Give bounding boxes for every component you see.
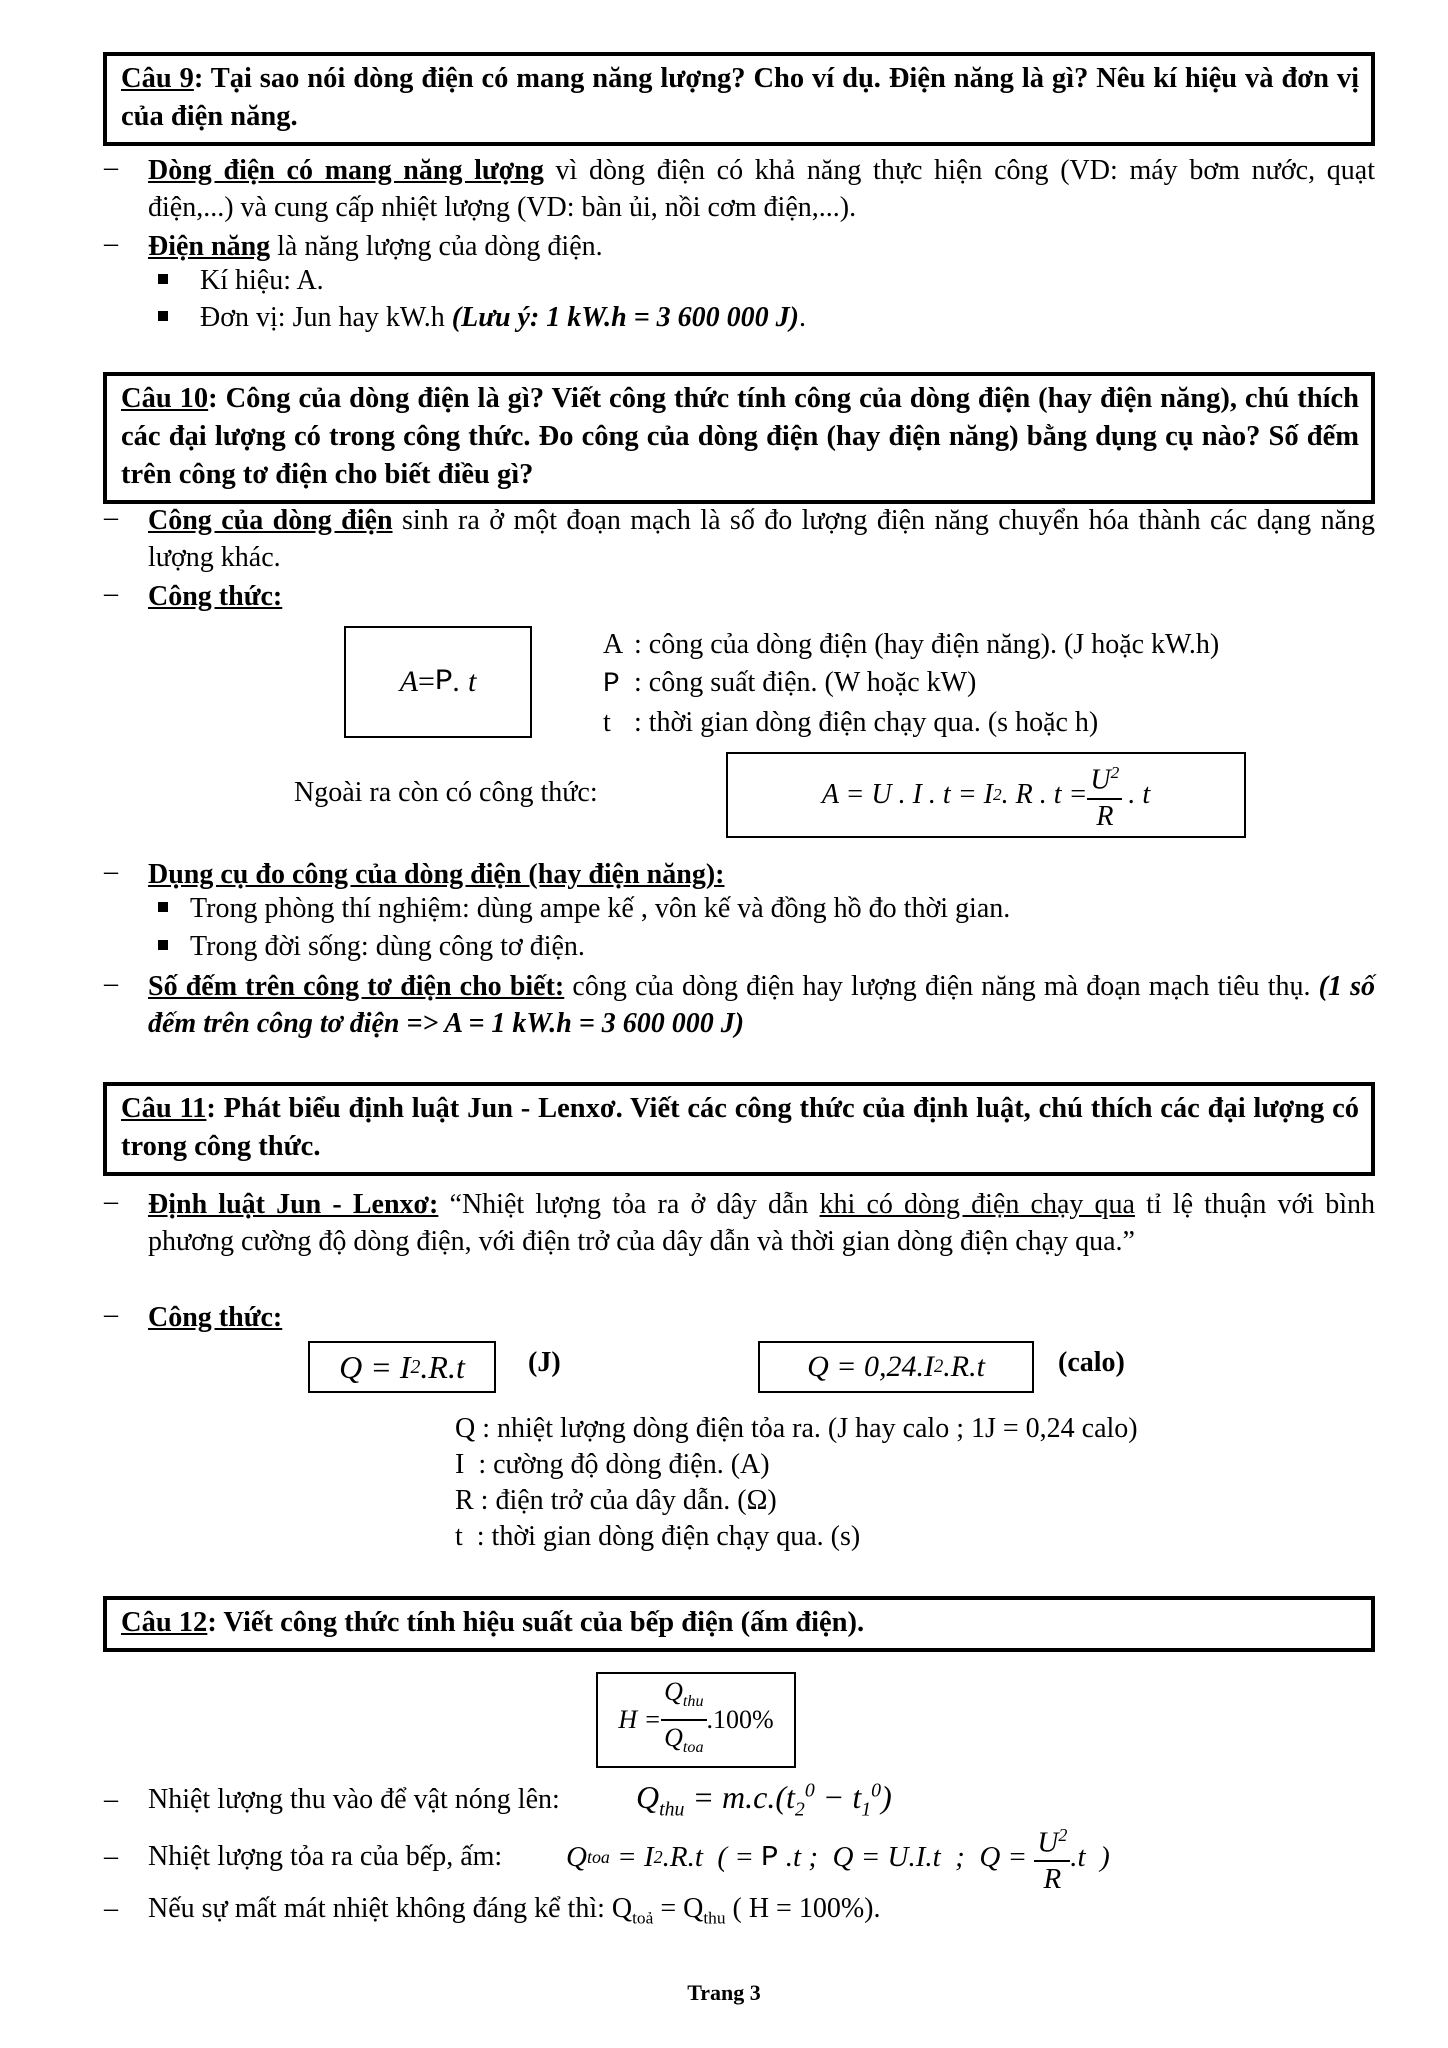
q10-legend [603, 626, 1219, 742]
legend-row: t : thời gian dòng điện chạy qua. (s hoặc h) [603, 707, 1099, 738]
square-bullet-icon [158, 940, 168, 950]
q10-life-line: Trong đời sống: dùng công tơ điện. [190, 931, 585, 962]
dash-bullet: – [104, 1299, 118, 1330]
legend-row: P : công suất điện. (W hoặc kW) [603, 667, 977, 700]
calorie-formula-box: Q = 0,24.I 2 .R.t [758, 1341, 1034, 1393]
fraction: $\frac{U^2}{R}$ [1087, 756, 1122, 833]
question-12-text: : Viết công thức tính hiệu suất của bếp điện (ấm điện). [207, 1607, 865, 1638]
dash-bullet: – [104, 968, 118, 999]
square-bullet-icon [158, 274, 168, 284]
q10-lab-line: Trong phòng thí nghiệm: dùng ampe kế , vôn kế và đồng hồ đo thời gian. [190, 893, 1011, 924]
dash-bullet: – [104, 578, 118, 609]
dash-bullet: – [104, 502, 118, 533]
joule-formula-box: Q = I 2 .R.t [308, 1341, 496, 1393]
dash-bullet: – [104, 1784, 118, 1815]
q11-legend [455, 1411, 1138, 1555]
other-formula-label: Ngoài ra còn có công thức: [294, 777, 598, 808]
joule-unit: (J) [528, 1347, 561, 1378]
q11-law: Định luật Jun - Lenxơ: “Nhiệt lượng tỏa ra ở dây dẫn khi có dòng điện chạy qua tỉ lệ thuận với bình phương cường độ dòng điện, với điện trở của dây dẫn và thời gian dòng điện chạy qua.” [148, 1189, 1376, 1257]
q9-answer-1: Dòng điện có mang năng lượng vì dòng điện có khả năng thực hiện công (VD: máy bơm nước, quạt điện,...) và cung cấp nhiệt lượng (VD: bàn ủi, nồi cơm điện,...). [148, 155, 1375, 223]
question-10-text: : Công của dòng điện là gì? Viết công thức tính công của dòng điện (hay điện năng), chú thích các đại lượng có trong công thức. Đo công của dòng điện (hay điện năng) bằng dụng cụ nào? Số đếm trên công tơ điện cho biết điều gì? [121, 383, 1359, 490]
question-11-box [103, 1082, 1375, 1176]
q12-line-1: Nhiệt lượng thu vào để vật nóng lên: [148, 1784, 560, 1815]
question-10-box [103, 372, 1375, 504]
legend-row: A : công của dòng điện (hay điện năng). (J hoặc kW.h) [603, 629, 1220, 660]
dash-bullet: – [104, 228, 118, 259]
q12-heat-absorbed-formula: $Q_{thu} = m.c.(t_2^0 - t_1^0)$ [636, 1779, 892, 1821]
power-formula-box: A = P . t [344, 626, 532, 738]
q12-heat-released-formula: Q toa = I 2 .R.t ( = P .t ; Q = U.I.t ; Q = $\frac{U^2}{R}$ .t ) [566, 1812, 1110, 1902]
legend-row: R : điện trở của dây dẫn. (Ω) [455, 1485, 777, 1516]
q9-answer-2: Điện năng là năng lượng của dòng điện. [148, 231, 603, 262]
question-10-number: Câu 10 [121, 383, 209, 414]
dash-bullet: – [104, 1186, 118, 1217]
calorie-unit: (calo) [1058, 1347, 1125, 1378]
q10-meter-answer: Số đếm trên công tơ điện cho biết: công của dòng điện hay lượng điện năng mà đoạn mạch tiêu thụ. (1 số đếm trên công tơ điện => A = 1 kW.h = 3 600 000 J) [148, 971, 1375, 1039]
fraction: $\frac{Q_{thu}}{Q_{toa}}$ [661, 1675, 706, 1765]
q12-line-3: Nếu sự mất mát nhiệt không đáng kể thì: $Q_{toả} = Q_{thu}$ ( H = 100%). [148, 1893, 881, 1928]
q11-formula-heading: Công thức: [148, 1302, 283, 1333]
question-11-number: Câu 11 [121, 1093, 207, 1124]
square-bullet-icon [158, 902, 168, 912]
page-number: Trang 3 [687, 1980, 761, 2005]
q10-formula-heading: Công thức: [148, 581, 283, 612]
dash-bullet: – [104, 152, 118, 183]
dash-bullet: – [104, 1893, 118, 1924]
square-bullet-icon [158, 311, 168, 321]
q9-symbol-line: Kí hiệu: A. [200, 265, 324, 296]
question-11-text: : Phát biểu định luật Jun - Lenxơ. Viết các công thức của định luật, chú thích các đại lượng có trong công thức. [121, 1093, 1359, 1162]
legend-row: Q : nhiệt lượng dòng điện tỏa ra. (J hay calo ; 1J = 0,24 calo) [455, 1413, 1138, 1444]
question-9-number: Câu 9 [121, 63, 194, 94]
q10-instrument-heading: Dụng cụ đo công của dòng điện (hay điện năng): [148, 859, 725, 890]
fraction: $\frac{U^2}{R}$ [1034, 1818, 1070, 1896]
efficiency-formula-box: H = $\frac{Q_{thu}}{Q_{toa}}$ .100% [596, 1672, 796, 1768]
legend-row: I : cường độ dòng điện. (A) [455, 1449, 770, 1480]
dash-bullet: – [104, 856, 118, 887]
question-12-box [103, 1596, 1375, 1652]
question-9-box [103, 52, 1375, 146]
question-9-text: : Tại sao nói dòng điện có mang năng lượng? Cho ví dụ. Điện năng là gì? Nêu kí hiệu và đơn vị của điện năng. [121, 63, 1359, 132]
legend-row: t : thời gian dòng điện chạy qua. (s) [455, 1521, 861, 1552]
q10-answer-1: Công của dòng điện sinh ra ở một đoạn mạch là số đo lượng điện năng chuyển hóa thành các dạng năng lượng khác. [148, 505, 1376, 573]
q12-line-2: Nhiệt lượng tỏa ra của bếp, ấm: [148, 1841, 503, 1872]
question-12-number: Câu 12 [121, 1607, 208, 1638]
other-formula-box: A = U . I . t = I 2 . R . t = $\frac{U^2}{R}$ . t [726, 752, 1246, 838]
dash-bullet: – [104, 1841, 118, 1872]
q9-unit-line: Đơn vị: Jun hay kW.h (Lưu ý: 1 kW.h = 3 600 000 J). [200, 302, 806, 333]
